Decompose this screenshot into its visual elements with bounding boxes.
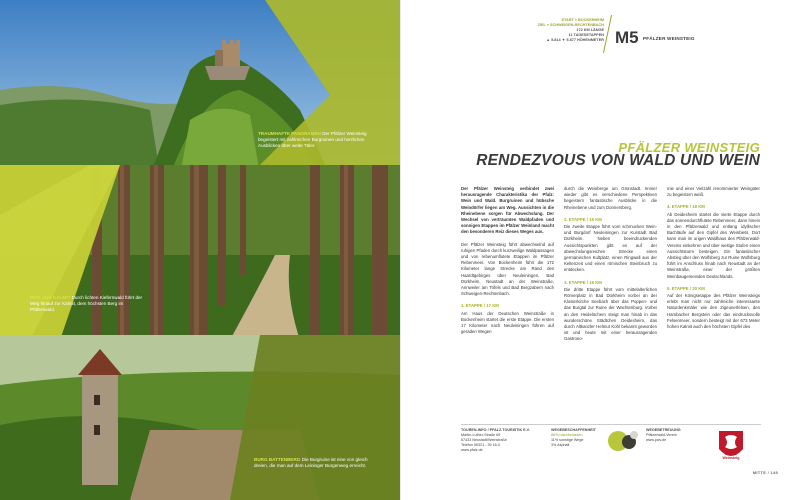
footer-line: 67433 Neustadt/Weinstraße [461, 438, 507, 442]
route-info-block [464, 18, 604, 43]
article-lead: Der Pfälzer Weinsteig verbindet zwei herausragende Charakteristika der Pfalz: Wein und Wald. Burgruinen und hübsche Weindörfer liegen am Weg. Aussichten in die Rheinebene sorgen für Abwechslung. Der Wechsel von verträumten Waldpfaden und sonnigen Etappen im Pfälzer Weinland macht den besonderen Reiz dieses Weges aus. [461, 186, 554, 235]
article-paragraph: durch die Weinberge um Grünstadt. Immer wieder gibt es verschiedene Perspektiven begeistern fantastische Ausblicke in die Rheinebene und zum Donnersberg. [564, 186, 657, 210]
photo-caption-panoramas [258, 131, 376, 149]
article-column-2 [564, 186, 657, 414]
path-surface-block [551, 425, 606, 468]
footer-line: TOUREN-INFO / PFALZ.TOURISTIK E.V. [461, 428, 530, 432]
footer-line: 3% Asphalt [551, 443, 570, 447]
photo-caption-kalmit [30, 295, 148, 313]
route-elevation: ▲ 5.814 ▼ 5.877 HÖHENMETER [546, 38, 604, 42]
route-code: M5 [615, 28, 639, 47]
logo-wordmark [713, 452, 749, 460]
stage-text: Auf der Königsetappe des Pfälzer Weinsteigs erlebt man nicht nur zahlreiche interessante Naturdenkmäler wie den Zigeunerfelsen, den Hambacher Bergstein oder das eindrucksvolle Felsenmeer, sondern besteigt mit der 673 Meter hohen Kalmit auch den höchsten Gipfel des [667, 293, 760, 330]
stage-text: Am Haus der Deutschen Weinstraße in Bockenheim startet die erste Etappe. Die ersten 17 Kilometer nach Neuleiningen führen auf geraden Wegen [461, 310, 554, 335]
footer-line: 11% sonstige Wege [551, 438, 584, 442]
path-surface-circles [606, 425, 646, 468]
route-stages: 11 TAGESETAPPEN [568, 33, 604, 37]
caption-text: Die Burgruine ist eine von gleich dreien, die man auf dem Leininger Burgenweg erreicht. [254, 457, 368, 468]
caption-title: TRAUMHAFTE PANORAMEN [258, 131, 321, 136]
right-page-article [400, 0, 800, 500]
stage-text: Die zweite Etappe führt vom schmucken Wein- und Burgdorf Neuleiningen zur Kurstadt Bad Dürkheim. Neben beeindruckenden Aussichtspunkten gibt es auf der abwechslungsreichen Strecke einen germanischen Kultplatz, einen Ringwall aus der Keltenzeit und einen römischen Steinbruch zu entdecken. [564, 224, 657, 273]
stage-text: Die dritte Etappe führt vom mittelalterlichen Römerplatz in Bad Dürkheim vorbei an der Klosterkirche Seebach über das Poppen- und das Burgtal zur Ruine der Wachtenburg. Vorbei an den Heidelöchern steigt man hinab in das wunderschöne Städtchen Deidesheim, das durch Altkanzler Helmut Kohl bekannt geworden ist und heute mit einer herausragenden Gastrono- [564, 286, 657, 342]
stage-heading: 4. ETAPPE / 18 KM [667, 204, 705, 210]
footer-link[interactable]: www.pfalz.de [461, 448, 483, 452]
stage-heading: 2. ETAPPE / 16 KM [564, 216, 602, 222]
article-column-1 [461, 186, 554, 414]
route-name: PFÄLZER WEINSTEIG [643, 36, 695, 41]
article-column-3 [667, 186, 760, 414]
route-divider [603, 15, 612, 53]
article-body [461, 186, 761, 414]
footer-line: Pfälzerwald-Verein [646, 433, 677, 437]
logo-block [701, 425, 761, 468]
forest-path-photo [0, 165, 400, 340]
article-paragraph: mie und einer Vielzahl renommierter Weingüter zu begeistern weiß. [667, 186, 760, 198]
headline-main: RENDEZVOUS VON WALD UND WEIN [476, 152, 760, 169]
caption-title: BURG BATTENBERG [254, 457, 301, 462]
logo-text-line: Weinsteig [722, 456, 740, 460]
page-number: MITTE / 149 [752, 470, 778, 475]
footer-line: 86% naturbelassen [551, 433, 583, 437]
route-length: 172 KM LÄNGE [576, 28, 604, 32]
stage-text: Ab Deidesheim startet die vierte Etappe durch das sonnendurchflutete Rebenmeer, dann hinein in den Pfälzerwald und entlang idyllischer Bachläufe auf den Gipfel des Weinbiets. Dort kann man im urigen Waldhaus des Pfälzerwald-Vereins einkehren und über weitige Stufen einen Aussichtsturm besteigen. Ein fantastischer Abstieg über den Wolfsberg zur Ruine Wolfsburg führt im Anschluss hinab nach Neustadt an der Weinstraße, einer der größten Weinbaugemeinden Deutschlands. [667, 211, 760, 279]
caption-text: Durch lichten Kiefernwald führt der Weg hinauf zur Kalmit, dem höchsten Berg im Pfälzerwald. [30, 295, 143, 312]
trail-care-block [646, 425, 701, 468]
tower-photo [0, 335, 400, 500]
asphalt-circle-icon [630, 431, 638, 439]
headline-kicker: PFÄLZER WEINSTEIG [618, 140, 760, 155]
stage-heading: 3. ETAPPE / 16 KM [564, 279, 602, 285]
photo-caption-battenberg [254, 457, 372, 469]
footer-line: Martin-Luther-Straße 69 [461, 433, 501, 437]
article-paragraph: Der Pfälzer Weinsteig führt abwechselnd auf ruhigen Pfaden durch kurzweilige Waldpassagen und von rebenumflutete Etappen im Pfälzer Rebenmeer. Von Bockenheim führt die 172 Kilometer lange Strecke am Rand des Haardtgebirges über Neuleiningen, Bad Dürkheim, Neustadt an der Weinstraße, Annweiler am Trifels und Bad Bergzabern nach Schweigen-Rechtenbach. [461, 241, 554, 297]
caption-text: Der Pfälzer Weinsteig begeistert mit zahlreichen Burgruinen und herrlichen Ausblicken über weite Täler. [258, 131, 367, 148]
footer-line: Telefon 06321 - 39 16-0 [461, 443, 500, 447]
stage-heading: 5. ETAPPE / 20 KM [667, 285, 705, 291]
footer-link[interactable]: www.pwv.de [646, 438, 667, 442]
footer-title: WEGEBESCHAFFENHEIT [551, 428, 596, 432]
tourist-info-block [461, 425, 551, 468]
stage-heading: 1. ETAPPE / 17 KM [461, 303, 499, 309]
caption-title: WEG ZUR KALMIT [30, 295, 71, 300]
info-footer [461, 424, 761, 468]
route-start: START » BOCKENHEIM [561, 18, 604, 22]
footer-title: WEGEBETREUUNG [646, 428, 681, 432]
logo-text-line: Pfälzer [725, 452, 737, 456]
route-end: ZIEL » SCHWEIGEN-RECHTENBACH [537, 23, 604, 27]
